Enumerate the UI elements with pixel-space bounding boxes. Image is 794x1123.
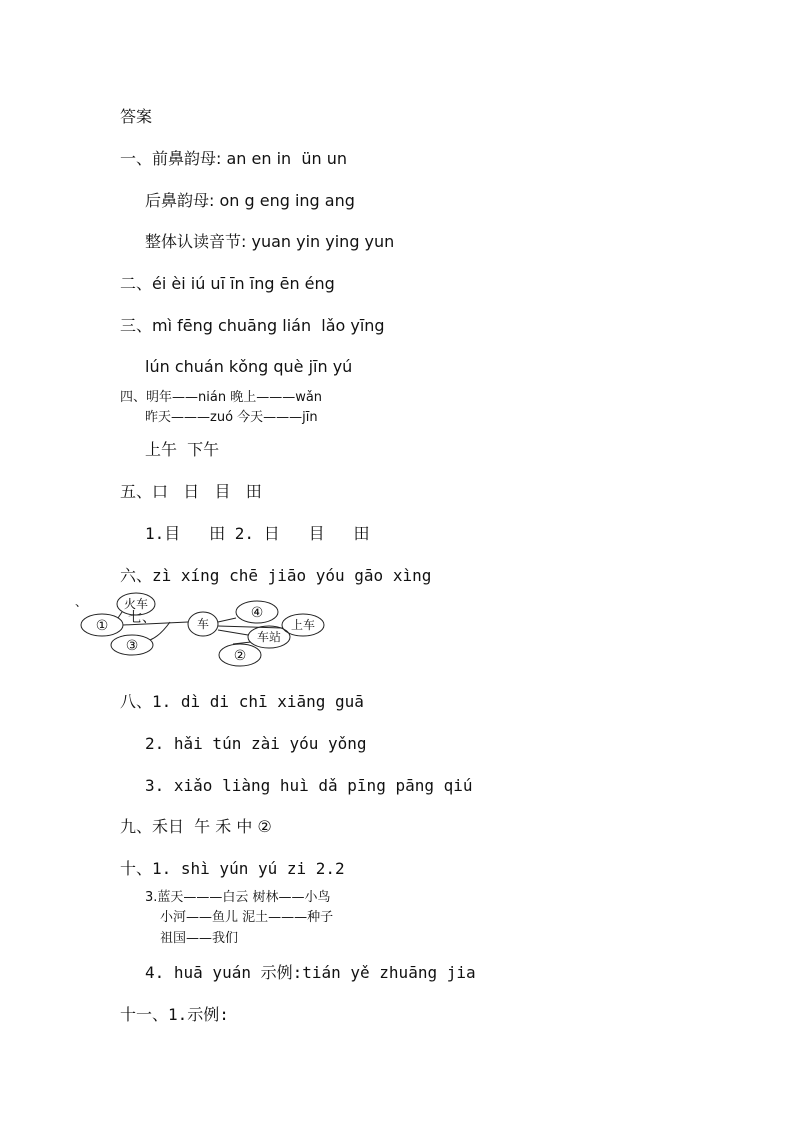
q10-line3: 小河——鱼儿 泥土———种子 — [160, 910, 334, 925]
q5-line2: 1.目 田 2. 日 目 田 — [145, 524, 370, 543]
q4-line3: 上午 下午 — [145, 440, 220, 459]
q9-line: 九、禾日 午 禾 中 ② — [120, 817, 272, 836]
q7-stray-mark: 、 — [75, 595, 88, 609]
q3-line2: lún chuán kǒng què jīn yú — [145, 357, 353, 376]
q7-word-diagram — [70, 592, 340, 672]
q11-line: 十一、1.示例: — [120, 1005, 229, 1024]
q1-line2: 后鼻韵母: on g eng ing ang — [145, 191, 355, 210]
q10-line2: 3.蓝天———白云 树林——小鸟 — [145, 890, 331, 905]
node-shangche-label: 上车 — [290, 618, 316, 632]
node-chezhan-label: 车站 — [256, 630, 282, 644]
q4-line1: 四、明年——nián 晚上———wǎn — [120, 390, 323, 405]
node-c4-label: ④ — [250, 605, 264, 621]
q4-line2: 昨天———zuó 今天———jīn — [145, 410, 318, 425]
node-che-label: 车 — [196, 617, 210, 631]
q8-line1: 八、1. dì di chī xiāng guā — [120, 692, 364, 711]
node-huoche-label: 火车 — [123, 597, 149, 611]
q7-label: 七、 — [128, 610, 156, 626]
q10-line4: 祖国——我们 — [160, 931, 239, 946]
connector-che-c4 — [218, 618, 236, 622]
node-c2-label: ② — [233, 648, 247, 664]
connector-huoche-c1 — [118, 612, 122, 618]
q1-line1: 一、前鼻韵母: an en in ün un — [120, 149, 347, 168]
q6-line: 六、zì xíng chē jiāo yóu gāo xìng — [120, 566, 432, 585]
q10-line1: 十、1. shì yún yú zi 2.2 — [120, 859, 345, 878]
node-c1-label: ① — [95, 618, 109, 634]
q8-line2: 2. hǎi tún zài yóu yǒng — [145, 734, 367, 753]
q5-line1: 五、口 日 目 田 — [120, 482, 262, 501]
q3-line1: 三、mì fēng chuāng lián lǎo yīng — [120, 316, 385, 335]
connector-che-chezhan — [218, 630, 248, 635]
q1-line3: 整体认读音节: yuan yin ying yun — [145, 232, 395, 251]
q2-line: 二、éi èi iú uī īn īng ēn éng — [120, 274, 335, 293]
q10-line5: 4. huā yuán 示例:tián yě zhuāng jia — [145, 963, 476, 982]
answer-title: 答案 — [120, 107, 153, 126]
q8-line3: 3. xiǎo liàng huì dǎ pīng pāng qiú — [145, 776, 473, 795]
node-c3-label: ③ — [125, 638, 139, 654]
